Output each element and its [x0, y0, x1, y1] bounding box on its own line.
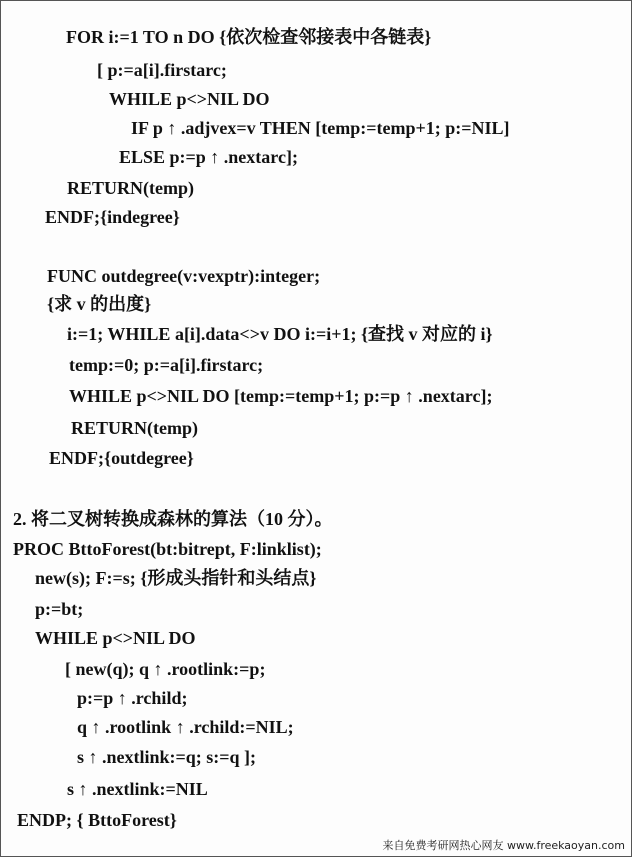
code-line-find-vertex: i:=1; WHILE a[i].data<>v DO i:=i+1; {查找 v 对应的 i}	[67, 324, 493, 344]
code-line-firstarc: [ p:=a[i].firstarc;	[97, 60, 227, 80]
section-heading-2: 2. 将二叉树转换成森林的算法（10 分）。	[13, 509, 333, 529]
code-line-while-count: WHILE p<>NIL DO [temp:=temp+1; p:=p ↑ .nextarc];	[69, 386, 493, 406]
code-line-if-adjvex: IF p ↑ .adjvex=v THEN [temp:=temp+1; p:=NIL]	[131, 118, 510, 138]
code-line-func-outdegree: FUNC outdegree(v:vexptr):integer;	[47, 266, 321, 286]
code-line-new-s: new(s); F:=s; {形成头指针和头结点}	[35, 568, 317, 588]
code-line-proc-bttoforest: PROC BttoForest(bt:bitrept, F:linklist);	[13, 539, 322, 559]
code-line-comment-outdegree: {求 v 的出度}	[47, 294, 152, 314]
code-line-while: WHILE p<>NIL DO	[109, 89, 270, 109]
code-line-while-p: WHILE p<>NIL DO	[35, 628, 196, 648]
code-line-else: ELSE p:=p ↑ .nextarc];	[119, 147, 298, 167]
code-line-nextlink-nil: s ↑ .nextlink:=NIL	[67, 779, 208, 799]
code-line-endp: ENDP; { BttoForest}	[17, 810, 177, 830]
code-line-endf-indegree: ENDF;{indegree}	[45, 207, 180, 227]
code-line-new-q: [ new(q); q ↑ .rootlink:=p;	[65, 659, 266, 679]
code-line-return-temp-2: RETURN(temp)	[71, 418, 198, 438]
code-line-rootlink-rchild: q ↑ .rootlink ↑ .rchild:=NIL;	[77, 717, 294, 737]
code-line-return-temp-1: RETURN(temp)	[67, 178, 194, 198]
code-line-for-loop: FOR i:=1 TO n DO {依次检查邻接表中各链表}	[66, 27, 432, 47]
code-line-nextlink-q: s ↑ .nextlink:=q; s:=q ];	[77, 747, 257, 767]
footer-watermark: 来自免费考研网热心网友 www.freekaoyan.com	[382, 839, 625, 852]
code-line-temp-init: temp:=0; p:=a[i].firstarc;	[69, 355, 264, 375]
code-line-endf-outdegree: ENDF;{outdegree}	[49, 448, 194, 468]
code-line-p-bt: p:=bt;	[35, 599, 84, 619]
code-line-p-rchild: p:=p ↑ .rchild;	[77, 688, 188, 708]
